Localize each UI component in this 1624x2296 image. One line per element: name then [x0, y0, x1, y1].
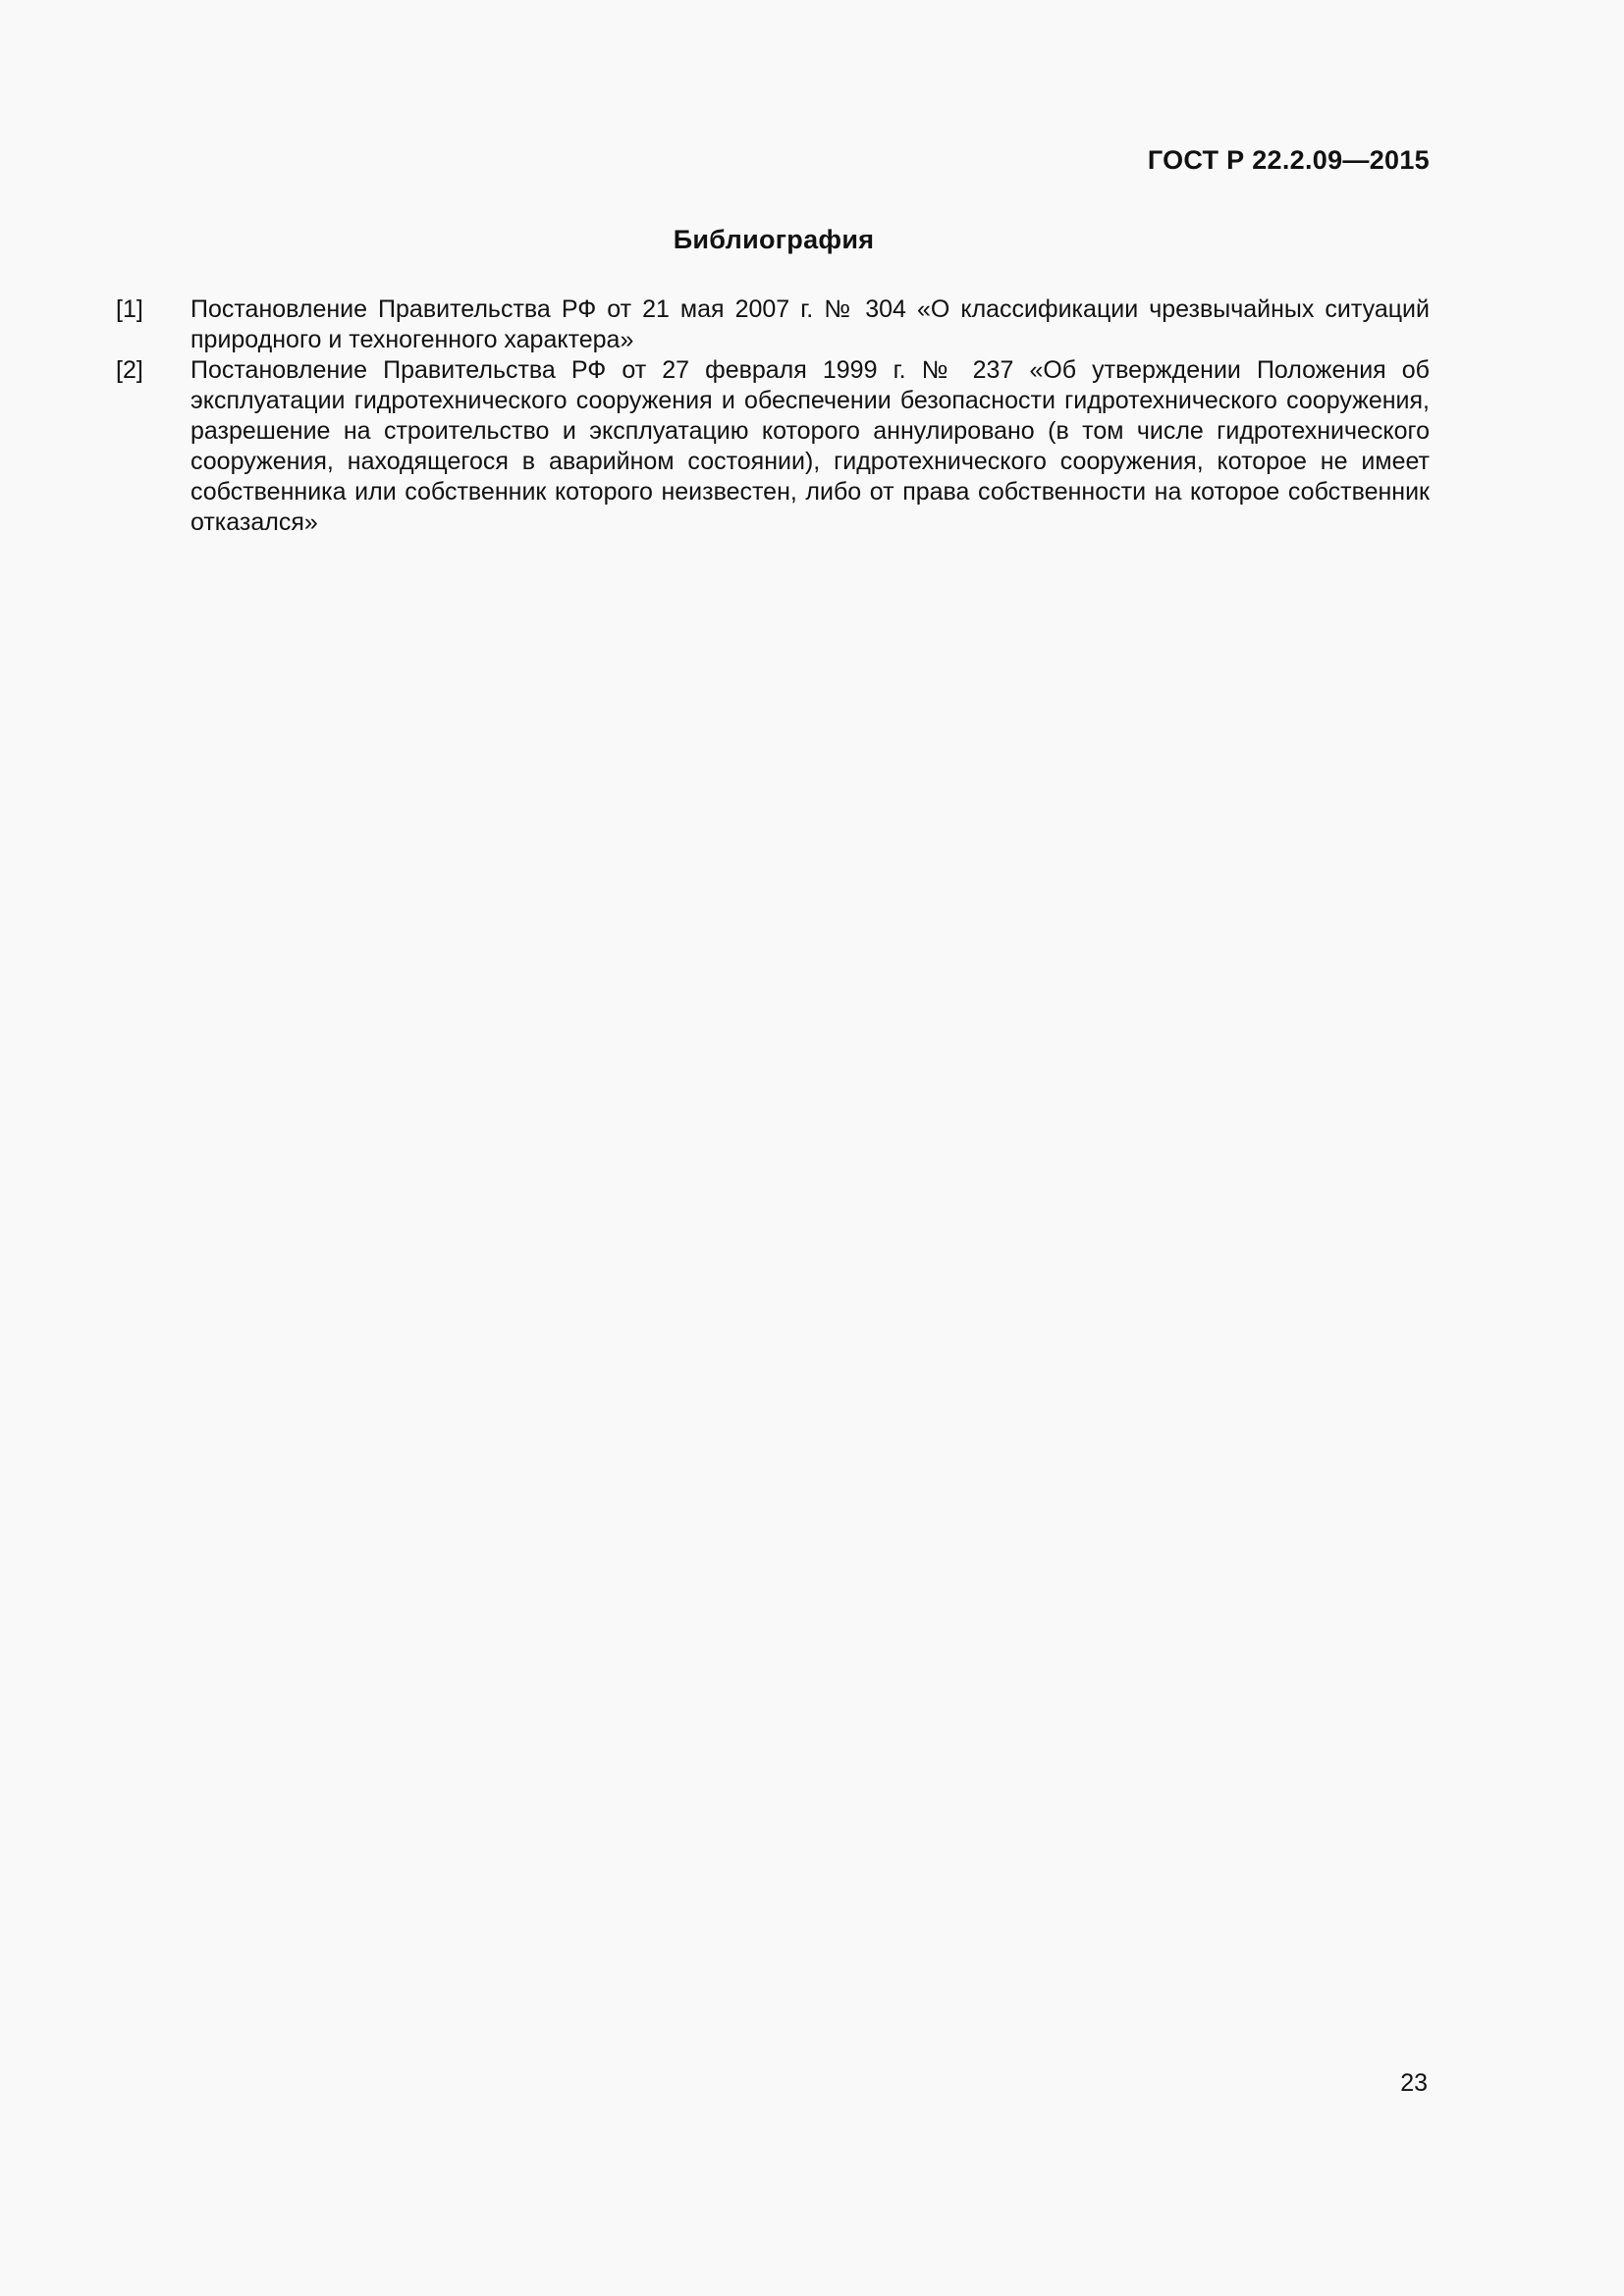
bibliography-item: [116, 294, 1430, 355]
bibliography-item: [116, 355, 1430, 538]
bibliography-item-text: Постановление Правительства РФ от 27 февраля 1999 г. № 237 «Об утверждении Положения об эксплуатации гидротехнического сооружения и обеспечении безопасности гидротехнического сооружения, разрешение на строительство и эксплуатацию которого аннулировано (в том числе гидротехнического сооружения, находящегося в аварийном состоянии), гидротехнического сооружения, которое не имеет собственника или собственник которого неизвестен, либо от права собственности на которое собственник отказался»: [190, 356, 1430, 536]
document-code: ГОСТ Р 22.2.09—2015: [1147, 145, 1430, 175]
bibliography-list: [116, 294, 1430, 538]
page-number: 23: [1400, 2069, 1428, 2097]
bibliography-item-text: Постановление Правительства РФ от 21 мая 2007 г. № 304 «О классификации чрезвычайных ситуаций природного и техногенного характера»: [190, 295, 1430, 353]
section-title: Библиография: [673, 225, 875, 254]
bibliography-item-number: [1]: [116, 295, 143, 323]
bibliography-item-number: [2]: [116, 356, 143, 384]
